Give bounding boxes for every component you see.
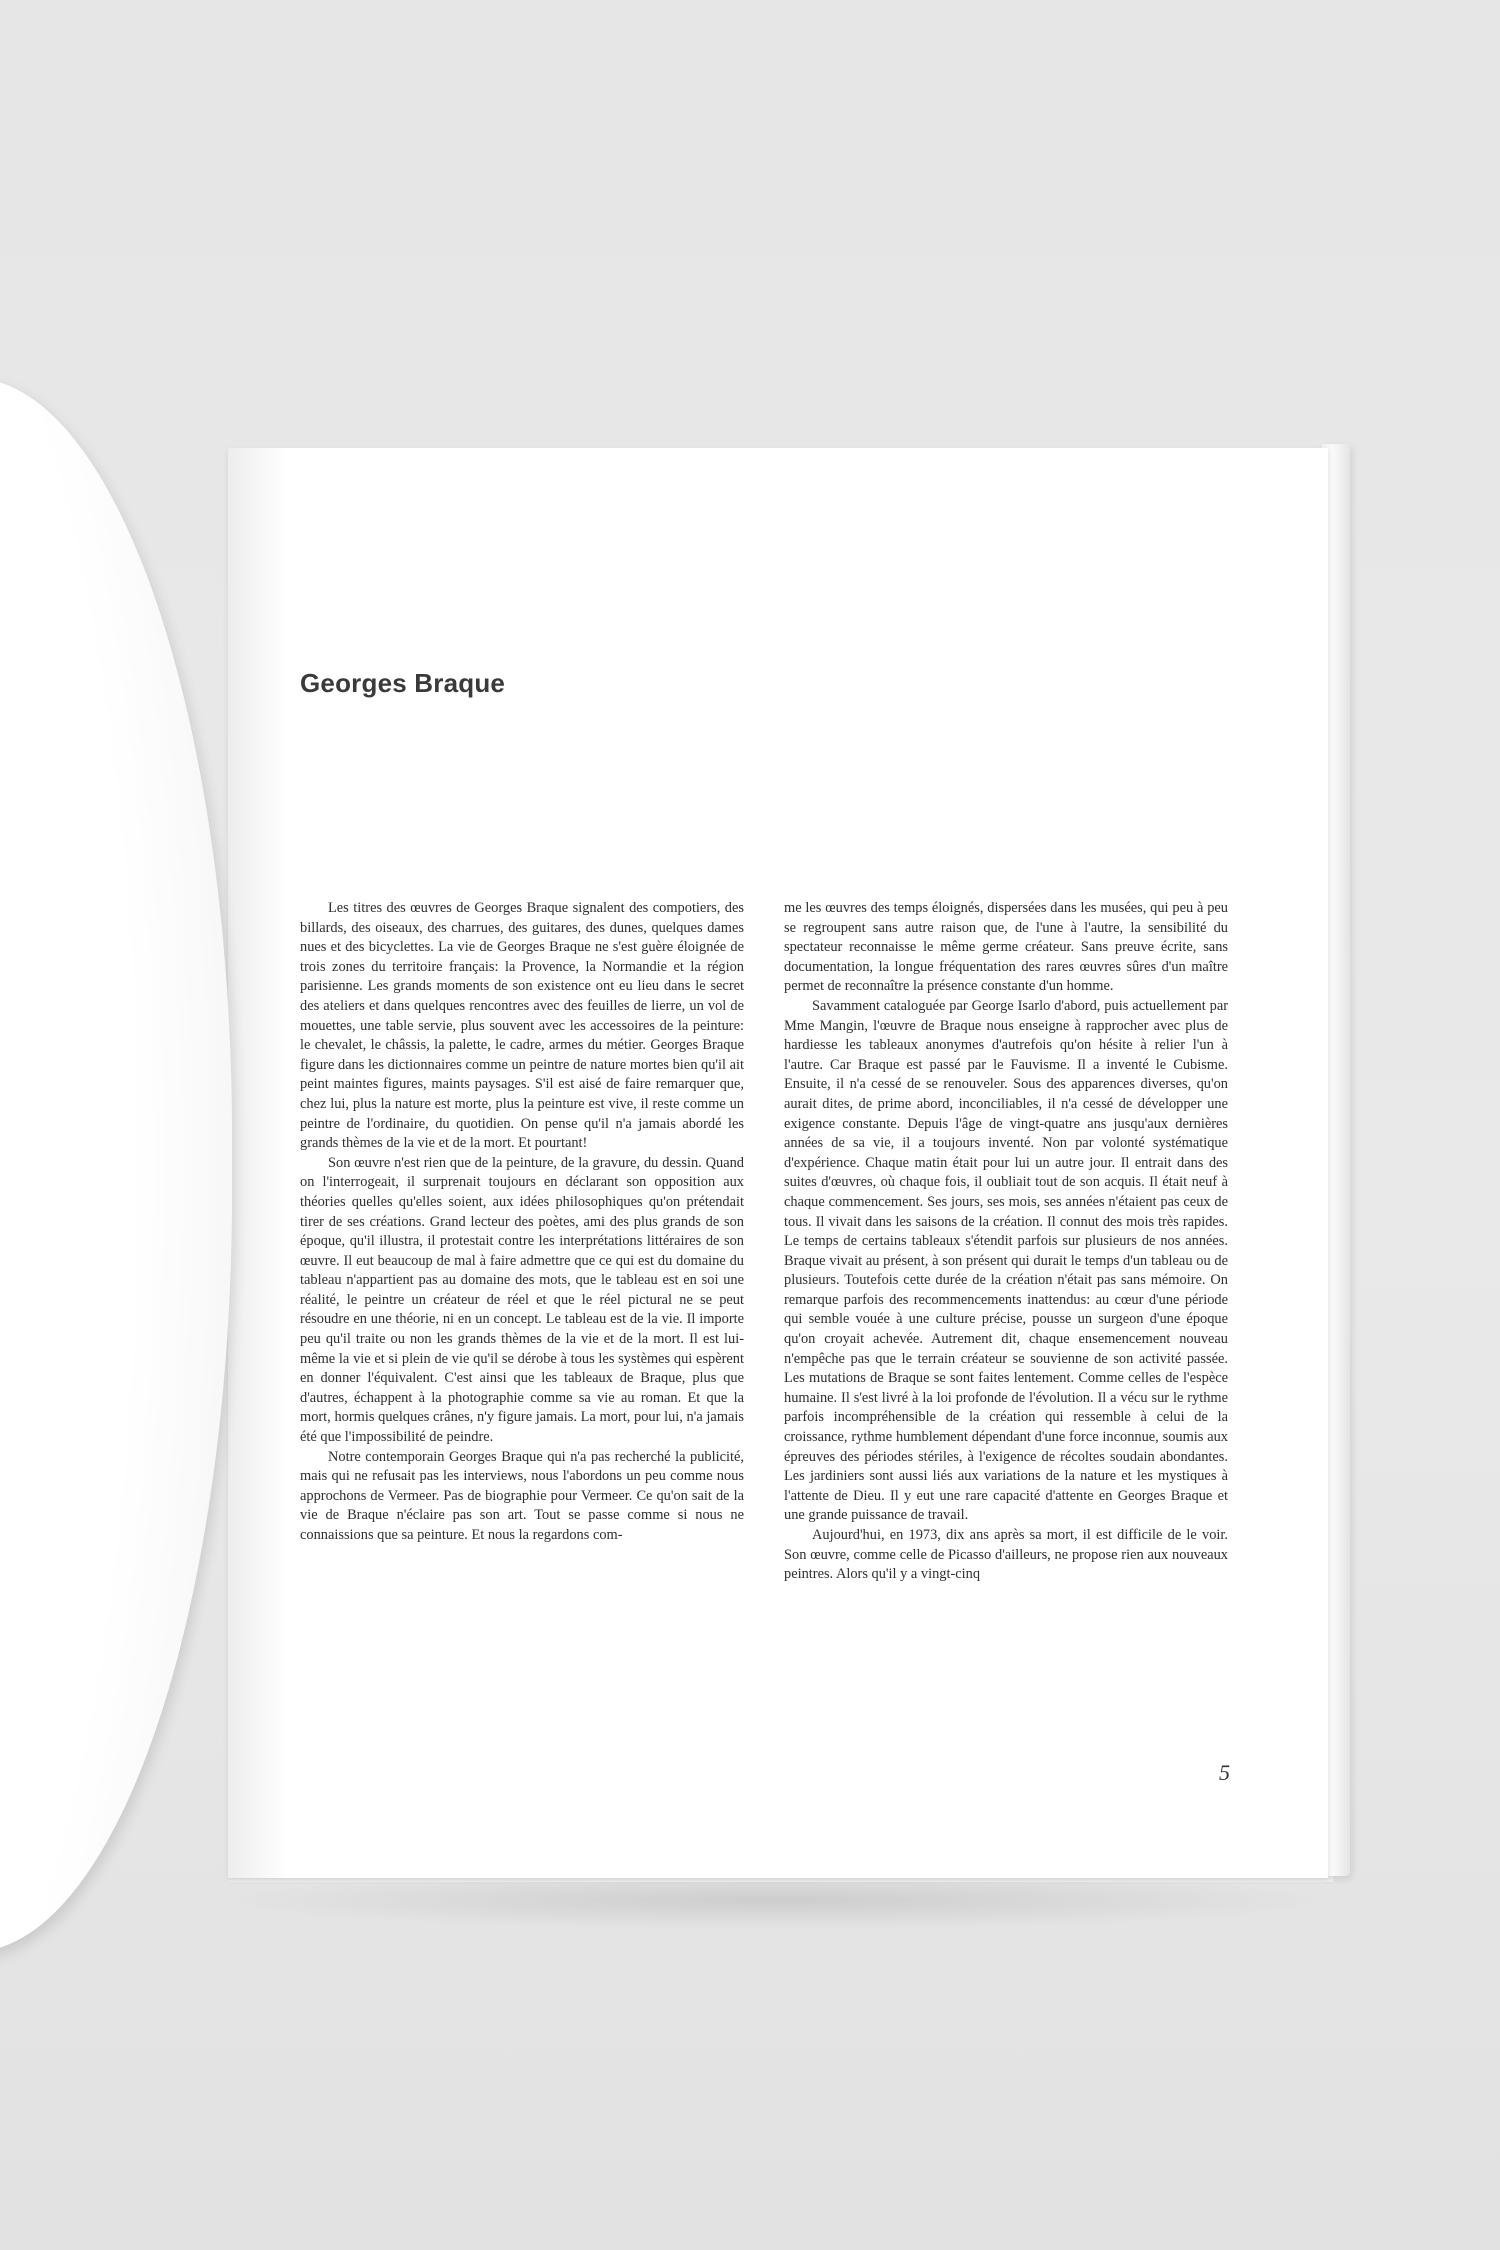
paragraph: Savamment cataloguée par George Isarlo d'abord, puis actuellement par Mme Mangin, l'œuvre de Braque nous enseigne à rapprocher avec plus de hardiesse les tableaux anonymes d'autrefois qu'on hésite à relier l'un à l'autre. Car Braque est passé par le Fauvisme. Il a inventé le Cubisme. Ensuite, il n'a cessé de se renouveler. Sous des apparences diverses, qu'on aurait dites, de prime abord, inconciliables, il n'a cessé de développer une exigence constante. Depuis l'âge de vingt-quatre ans jusqu'aux dernières années de sa vie, il a toujours inventé. Non par volonté systématique d'expérience. Chaque matin était pour lui un autre jour. Il entrait dans des suites d'œuvres, où chaque fois, il oubliait tout de son acquis. Il était neuf à chaque commencement. Ses jours, ses mois, ses années n'étaient pas ceux de tous. Il vivait dans les saisons de la création. Il connut des mois très rapides. Le temps de certains tableaux s'étendit parfois sur plusieurs de nos années. Braque vivait au présent, à son présent qui durait le temps d'un tableau ou de plusieurs. Toutefois cette durée de la création n'était pas sans mémoire. On remarque parfois des recommencements inattendus: au cœur d'une période qui semble vouée à une culture précise, pousse un surgeon d'une époque qu'on croyait achevée. Autrement dit, chaque ensemencement nouveau n'empêche pas que le terrain créateur se souvienne de son activité passée. Les mutations de Braque se sont faites lentement. Comme celles de l'espèce humaine. Il s'est livré à la loi profonde de l'évolution. Il a vécu sur le rythme parfois incompréhensible de la création qui ressemble à celui de la croissance, rythme humblement dépendant d'une force inconnue, soumis aux épreuves des périodes stériles, à l'exigence de récoltes soudain abondantes. Les jardiniers sont aussi liés aux variations de la nature et les mystiques à l'attente de Dieu. Il y eut une rare capacité d'attente en Georges Braque et une grande puissance de travail.: [784, 997, 1228, 1524]
page-number: 5: [1219, 1760, 1230, 1785]
paragraph-continued: me les œuvres des temps éloignés, dispersées dans les musées, qui peu à peu se regroupent sans autre raison que, de l'une à l'autre, la sensibilité du spectateur reconnaisse le même germe créateur. Sans preuve écrite, sans documentation, la longue fréquentation des rares œuvres sûres d'un maître permet de reconnaître la présence constante d'un homme.: [784, 900, 1228, 995]
text-column-left: [300, 899, 744, 1546]
gutter-shadow: [228, 448, 288, 1878]
paragraph: Les titres des œuvres de Georges Braque signalent des compotiers, des billards, des oiseaux, des charrues, des guitares, des dunes, quelques dames nues et des bicyclettes. La vie de Georges Braque ne s'est guère éloignée de trois zones du territoire français: la Provence, la Normandie et la région parisienne. Les grands moments de son existence ont eu lieu dans le secret des ateliers et dans quelques rencontres avec des feuilles de lierre, un vol de mouettes, une table servie, plus souvent avec les accessoires de la peinture: le chevalet, le châssis, la palette, le cadre, armes du métier. Georges Braque figure dans les dictionnaires comme un peintre de nature mortes bien qu'il ait peint maintes figures, maints paysages. S'il est aisé de faire remarquer que, chez lui, plus la nature est morte, plus la peinture est vive, il reste comme un peintre de l'ordinaire, du quotidien. On pense qu'il n'a jamais abordé les grands thèmes de la vie et de la mort. Et pourtant!: [300, 900, 744, 1152]
text-column-right: [784, 899, 1228, 1585]
paragraph: Notre contemporain Georges Braque qui n'a pas recherché la publicité, mais qui ne refusait pas les interviews, nous l'abordons un peu comme nous approchons de Vermeer. Pas de biographie pour Vermeer. Ce qu'on sait de la vie de Braque n'éclaire pas son art. Tout se passe comme si nous ne connaissions que sa peinture. Et nous la regardons com-: [300, 1448, 744, 1543]
page-title: Georges Braque: [300, 668, 506, 698]
left-page-curl: [0, 378, 232, 1952]
paragraph: Son œuvre n'est rien que de la peinture, de la gravure, du dessin. Quand on l'interrogeait, il surprenait toujours en déclarant son opposition aux théories quelles qu'elles soient, aux idées philosophiques qu'on prétendait tirer de ses créations. Grand lecteur des poètes, ami des plus grands de son époque, qu'il illustra, il protestait contre les interprétations littéraires de son œuvre. Il eut beaucoup de mal à faire admettre que ce qui est du domaine du tableau n'appartient pas au domaine des mots, que le tableau est en soi une réalité, le peintre un créateur de réel et que le réel pictural ne se peut résoudre en une théorie, ni en un concept. Le tableau est de la vie. Il importe peu qu'il traite ou non les grands thèmes de la vie et de la mort. Il est lui-même la vie et si plein de vie qu'il se dérobe à tous les systèmes qui espèrent en donner l'équivalent. C'est ainsi que les tableaux de Braque, plus que d'autres, échappent à la photographie comme sa vie au roman. Et que la mort, hormis quelques crânes, n'y figure jamais. La mort, pour lui, n'a jamais été que l'impossibilité de peindre.: [300, 1154, 744, 1446]
paragraph: Aujourd'hui, en 1973, dix ans après sa mort, il est difficile de le voir. Son œuvre, comme celle de Picasso d'ailleurs, ne propose rien aux nouveaux peintres. Alors qu'il y a vingt-cinq: [784, 1527, 1228, 1583]
